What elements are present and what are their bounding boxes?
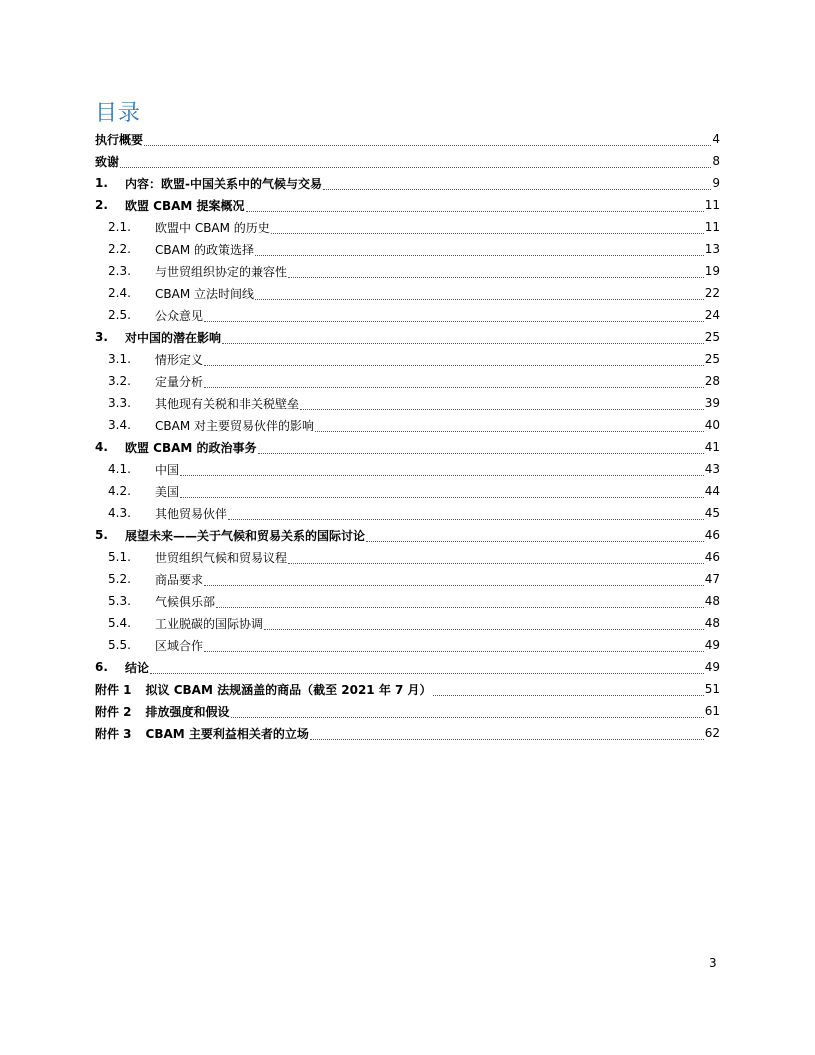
- toc-entry-number: 6.: [95, 660, 108, 674]
- toc-entry[interactable]: [95, 458, 720, 480]
- toc-entry[interactable]: [95, 480, 720, 502]
- toc-entry[interactable]: [95, 282, 720, 304]
- dot-leader: [366, 531, 704, 542]
- toc-entry-page: 45: [704, 506, 720, 520]
- dot-leader: [204, 377, 704, 388]
- toc-entry-page: 41: [704, 440, 720, 454]
- dot-leader: [255, 245, 704, 256]
- toc-entry-number: 2.3.: [108, 264, 131, 278]
- toc-entry-label: 公众意见: [155, 308, 204, 323]
- toc-entry-label: 气候俱乐部: [155, 594, 216, 609]
- toc-entry[interactable]: [95, 172, 720, 194]
- toc-entry[interactable]: [95, 722, 720, 744]
- toc-entry[interactable]: [95, 436, 720, 458]
- dot-leader: [204, 641, 704, 652]
- toc-entry-page: 49: [704, 660, 720, 674]
- toc-entry-page: 11: [704, 198, 720, 212]
- toc-entry-label: 工业脱碳的国际协调: [155, 616, 264, 631]
- toc-entry[interactable]: [95, 128, 720, 150]
- toc-entry-label: 对中国的潜在影响: [125, 330, 222, 345]
- dot-leader: [323, 179, 711, 190]
- toc-entry-label: 中国: [155, 462, 180, 477]
- toc-entry[interactable]: [95, 612, 720, 634]
- dot-leader: [246, 201, 704, 212]
- toc-entry[interactable]: [95, 700, 720, 722]
- toc-entry-page: 43: [704, 462, 720, 476]
- dot-leader: [271, 223, 704, 234]
- toc-entry[interactable]: [95, 656, 720, 678]
- toc-entry-label: 内容：欧盟-中国关系中的气候与交易: [125, 176, 322, 191]
- toc-entry-number: 3.3.: [108, 396, 131, 410]
- toc-entry-number: 2.1.: [108, 220, 131, 234]
- dot-leader: [264, 619, 704, 630]
- toc-entry-label: 执行概要: [95, 132, 144, 147]
- dot-leader: [144, 135, 711, 146]
- dot-leader: [180, 487, 704, 498]
- toc-entry-label: 拟议 CBAM 法规涵盖的商品（截至 2021 年 7 月）: [145, 682, 432, 697]
- toc-entry-page: 46: [704, 528, 720, 542]
- page-number: 3: [709, 956, 717, 970]
- toc-entry[interactable]: [95, 260, 720, 282]
- toc-entry-page: 51: [704, 682, 720, 696]
- toc-entry-number: 2.2.: [108, 242, 131, 256]
- toc-entry-label: 排放强度和假设: [145, 704, 230, 719]
- toc-entry-number: 附件 3: [95, 726, 132, 741]
- toc-entry-page: 48: [704, 616, 720, 630]
- toc-entry-number: 5.2.: [108, 572, 131, 586]
- toc-entry-number: 2.4.: [108, 286, 131, 300]
- toc-entry-page: 48: [704, 594, 720, 608]
- dot-leader: [315, 421, 704, 432]
- toc-entry-label: 商品要求: [155, 572, 204, 587]
- dot-leader: [310, 729, 704, 740]
- toc-entry-label: 世贸组织气候和贸易议程: [155, 550, 288, 565]
- toc-entry-page: 28: [704, 374, 720, 388]
- dot-leader: [120, 157, 711, 168]
- toc-entry-number: 4.2.: [108, 484, 131, 498]
- toc-entry-number: 4.3.: [108, 506, 131, 520]
- toc-entry-label: 致谢: [95, 154, 120, 169]
- toc-entry[interactable]: [95, 392, 720, 414]
- toc-entry-number: 4.: [95, 440, 108, 454]
- toc-entry[interactable]: [95, 634, 720, 656]
- toc-entry[interactable]: [95, 216, 720, 238]
- toc-entry-number: 附件 2: [95, 704, 132, 719]
- toc-entry-number: 5.1.: [108, 550, 131, 564]
- dot-leader: [258, 443, 704, 454]
- toc-entry[interactable]: [95, 546, 720, 568]
- toc-entry-page: 25: [704, 330, 720, 344]
- toc-entry[interactable]: [95, 414, 720, 436]
- dot-leader: [300, 399, 704, 410]
- toc-entry[interactable]: [95, 568, 720, 590]
- toc-entry-page: 22: [704, 286, 720, 300]
- toc-entry-page: 19: [704, 264, 720, 278]
- toc-entry-label: 欧盟中 CBAM 的历史: [155, 220, 270, 235]
- dot-leader: [288, 553, 704, 564]
- toc-entry-page: 13: [704, 242, 720, 256]
- toc-entry-label: 欧盟 CBAM 提案概况: [125, 198, 245, 213]
- toc-entry-page: 4: [712, 132, 720, 146]
- toc-entry-label: 展望未来——关于气候和贸易关系的国际讨论: [125, 528, 366, 543]
- toc-entry[interactable]: [95, 150, 720, 172]
- toc-entry-label: 其他贸易伙伴: [155, 506, 228, 521]
- toc-entry-page: 11: [704, 220, 720, 234]
- table-of-contents: [95, 128, 720, 744]
- toc-entry-number: 5.: [95, 528, 108, 542]
- toc-entry-number: 3.4.: [108, 418, 131, 432]
- dot-leader: [204, 311, 704, 322]
- toc-entry-page: 47: [704, 572, 720, 586]
- dot-leader: [433, 685, 704, 696]
- toc-entry-page: 24: [704, 308, 720, 322]
- toc-entry-number: 1.: [95, 176, 108, 190]
- toc-entry-label: CBAM 的政策选择: [155, 242, 254, 257]
- toc-entry-label: CBAM 对主要贸易伙伴的影响: [155, 418, 314, 433]
- toc-entry-page: 39: [704, 396, 720, 410]
- toc-entry-page: 61: [704, 704, 720, 718]
- toc-entry-page: 62: [704, 726, 720, 740]
- toc-entry-label: 情形定义: [155, 352, 204, 367]
- toc-entry-page: 25: [704, 352, 720, 366]
- toc-entry[interactable]: [95, 524, 720, 546]
- toc-entry-page: 8: [712, 154, 720, 168]
- toc-entry[interactable]: [95, 238, 720, 260]
- dot-leader: [231, 707, 704, 718]
- toc-entry-number: 2.: [95, 198, 108, 212]
- toc-entry[interactable]: [95, 590, 720, 612]
- dot-leader: [204, 575, 704, 586]
- toc-entry-number: 5.5.: [108, 638, 131, 652]
- dot-leader: [222, 333, 704, 344]
- toc-entry-number: 附件 1: [95, 682, 132, 697]
- dot-leader: [150, 663, 704, 674]
- dot-leader: [288, 267, 704, 278]
- toc-entry-page: 40: [704, 418, 720, 432]
- toc-entry-label: 区域合作: [155, 638, 204, 653]
- toc-entry[interactable]: [95, 326, 720, 348]
- toc-entry-number: 3.1.: [108, 352, 131, 366]
- dot-leader: [255, 289, 704, 300]
- toc-entry-page: 49: [704, 638, 720, 652]
- toc-title: 目录: [95, 101, 142, 126]
- dot-leader: [216, 597, 704, 608]
- toc-entry-page: 46: [704, 550, 720, 564]
- toc-entry-number: 5.4.: [108, 616, 131, 630]
- toc-entry-number: 3.: [95, 330, 108, 344]
- toc-entry-page: 44: [704, 484, 720, 498]
- toc-entry[interactable]: [95, 502, 720, 524]
- toc-entry-label: 结论: [125, 660, 150, 675]
- toc-entry-label: 定量分析: [155, 374, 204, 389]
- toc-entry[interactable]: [95, 348, 720, 370]
- toc-entry[interactable]: [95, 304, 720, 326]
- dot-leader: [228, 509, 704, 520]
- toc-entry[interactable]: [95, 370, 720, 392]
- toc-entry-number: 4.1.: [108, 462, 131, 476]
- toc-entry-number: 5.3.: [108, 594, 131, 608]
- toc-entry-label: CBAM 主要利益相关者的立场: [145, 726, 309, 741]
- dot-leader: [180, 465, 704, 476]
- toc-entry-page: 9: [712, 176, 720, 190]
- toc-entry-label: 其他现有关税和非关税壁垒: [155, 396, 300, 411]
- toc-entry-label: 与世贸组织协定的兼容性: [155, 264, 288, 279]
- toc-entry-number: 3.2.: [108, 374, 131, 388]
- toc-entry[interactable]: [95, 678, 720, 700]
- toc-entry-label: 欧盟 CBAM 的政治事务: [125, 440, 257, 455]
- toc-entry-number: 2.5.: [108, 308, 131, 322]
- toc-entry-label: 美国: [155, 484, 180, 499]
- toc-entry-label: CBAM 立法时间线: [155, 286, 254, 301]
- dot-leader: [204, 355, 704, 366]
- toc-entry[interactable]: [95, 194, 720, 216]
